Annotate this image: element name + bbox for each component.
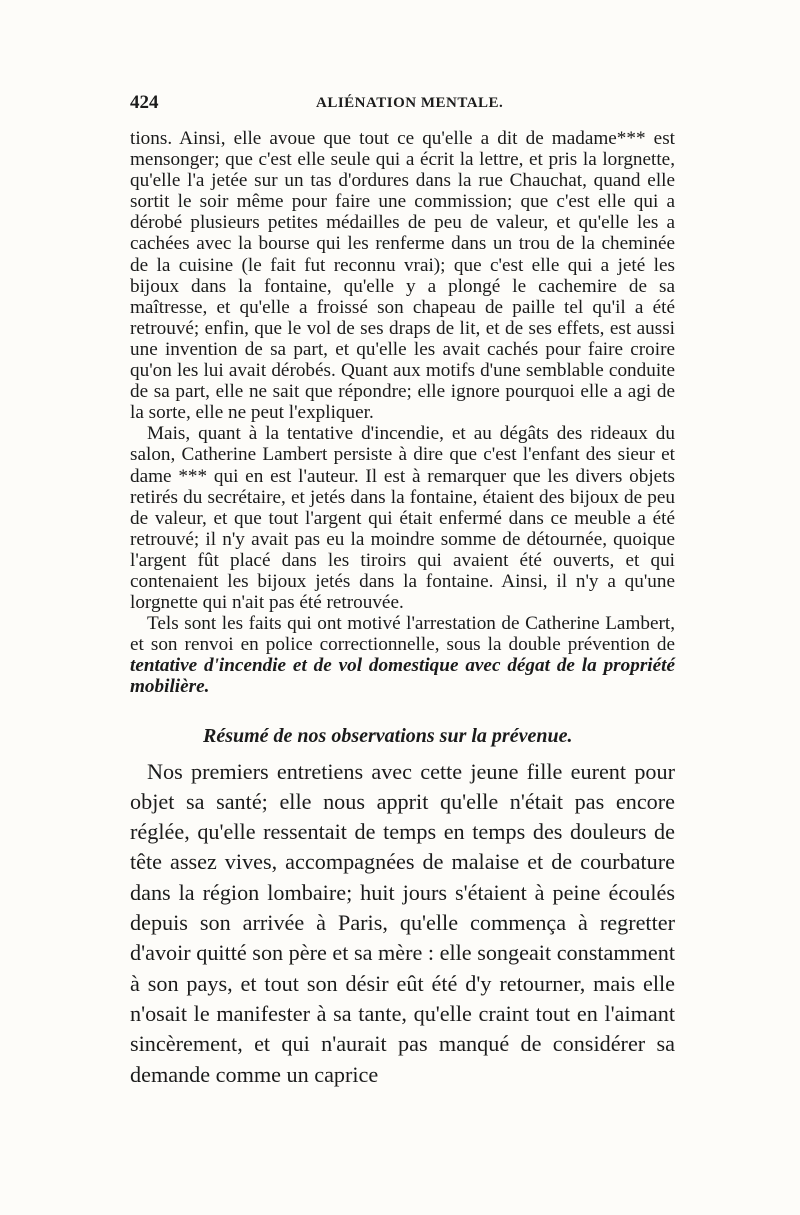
paragraph-3 [130, 613, 675, 697]
paragraph-4: Nos premiers entretiens avec cette jeune fille eurent pour objet sa santé; elle nous apprit qu'elle n'était pas encore réglée, qu'elle ressentait de temps en temps des douleurs de tête assez vives, accompagnées de malaise et de courbature dans la région lombaire; huit jours s'étaient à peine écoulés depuis son arrivée à Paris, qu'elle commença à regretter d'avoir quitté son père et sa mère : elle songeait constamment à son pays, et tout son désir eût été d'y retourner, mais elle n'osait le manifester à sa tante, qu'elle craint tout en l'aimant sincèrement, et qui n'aurait pas manqué de considérer sa demande comme un caprice [130, 758, 675, 1087]
running-title: ALIÉNATION MENTALE. [316, 95, 504, 111]
paragraph-1: tions. Ainsi, elle avoue que tout ce qu'elle a dit de madame*** est mensonger; que c'est elle seule qui a écrit la lettre, et pris la lorgnette, qu'elle l'a jetée sur un tas d'ordures dans la rue Chauchat, quand elle sortit le soir même pour faire une commission; que c'est elle qui a dérobé plusieurs petites médailles de peu de valeur, et qu'elle les a cachées avec la bourse qui les renferme dans un trou de la cheminée de la cuisine (le fait fut reconnu vrai); que c'est elle qui a jeté les bijoux dans la fontaine, qu'elle y a plongé le cachemire de sa maîtresse, et qu'elle a froissé son chapeau de paille tel qu'il a été retrouvé; enfin, que le vol de ses draps de lit, et de ses effets, est aussi une invention de sa part, et qu'elle les avait cachés pour faire croire qu'on les lui avait dérobés. Quant aux motifs d'une semblable conduite de sa part, elle ne sait que répondre; elle ignore pourquoi elle a agi de la sorte, elle ne peut l'expliquer. [130, 128, 675, 424]
paragraph-3-text: Tels sont les faits qui ont motivé l'arrestation de Catherine Lambert, et son renvoi en police correctionnelle, sous la double prévention de [130, 613, 675, 656]
paragraph-3-emphasis: tentative d'incendie et de vol domestique avec dégat de la propriété mobilière. [130, 655, 675, 698]
paragraph-2: Mais, quant à la tentative d'incendie, et au dégâts des rideaux du salon, Catherine Lambert persiste à dire que c'est l'enfant des sieur et dame *** qui en est l'auteur. Il est à remarquer que les divers objets retirés du secrétaire, et jetés dans la fontaine, étaient des bijoux de peu de valeur, et que tout l'argent qui était enfermé dans ce meuble a été retrouvé; il n'y avait pas eu la moindre somme de détournée, quoique l'argent fût placé dans les tiroirs qui avaient été ouverts, et qui contenaient les bijoux jetés dans la fontaine. Ainsi, il n'y a qu'une lorgnette qui n'ait pas été retrouvée. [130, 423, 675, 614]
page-number: 424 [130, 92, 159, 113]
section-title: Résumé de nos observations sur la prévenue. [203, 724, 573, 747]
book-page [130, 92, 675, 1090]
page-header [130, 92, 675, 128]
